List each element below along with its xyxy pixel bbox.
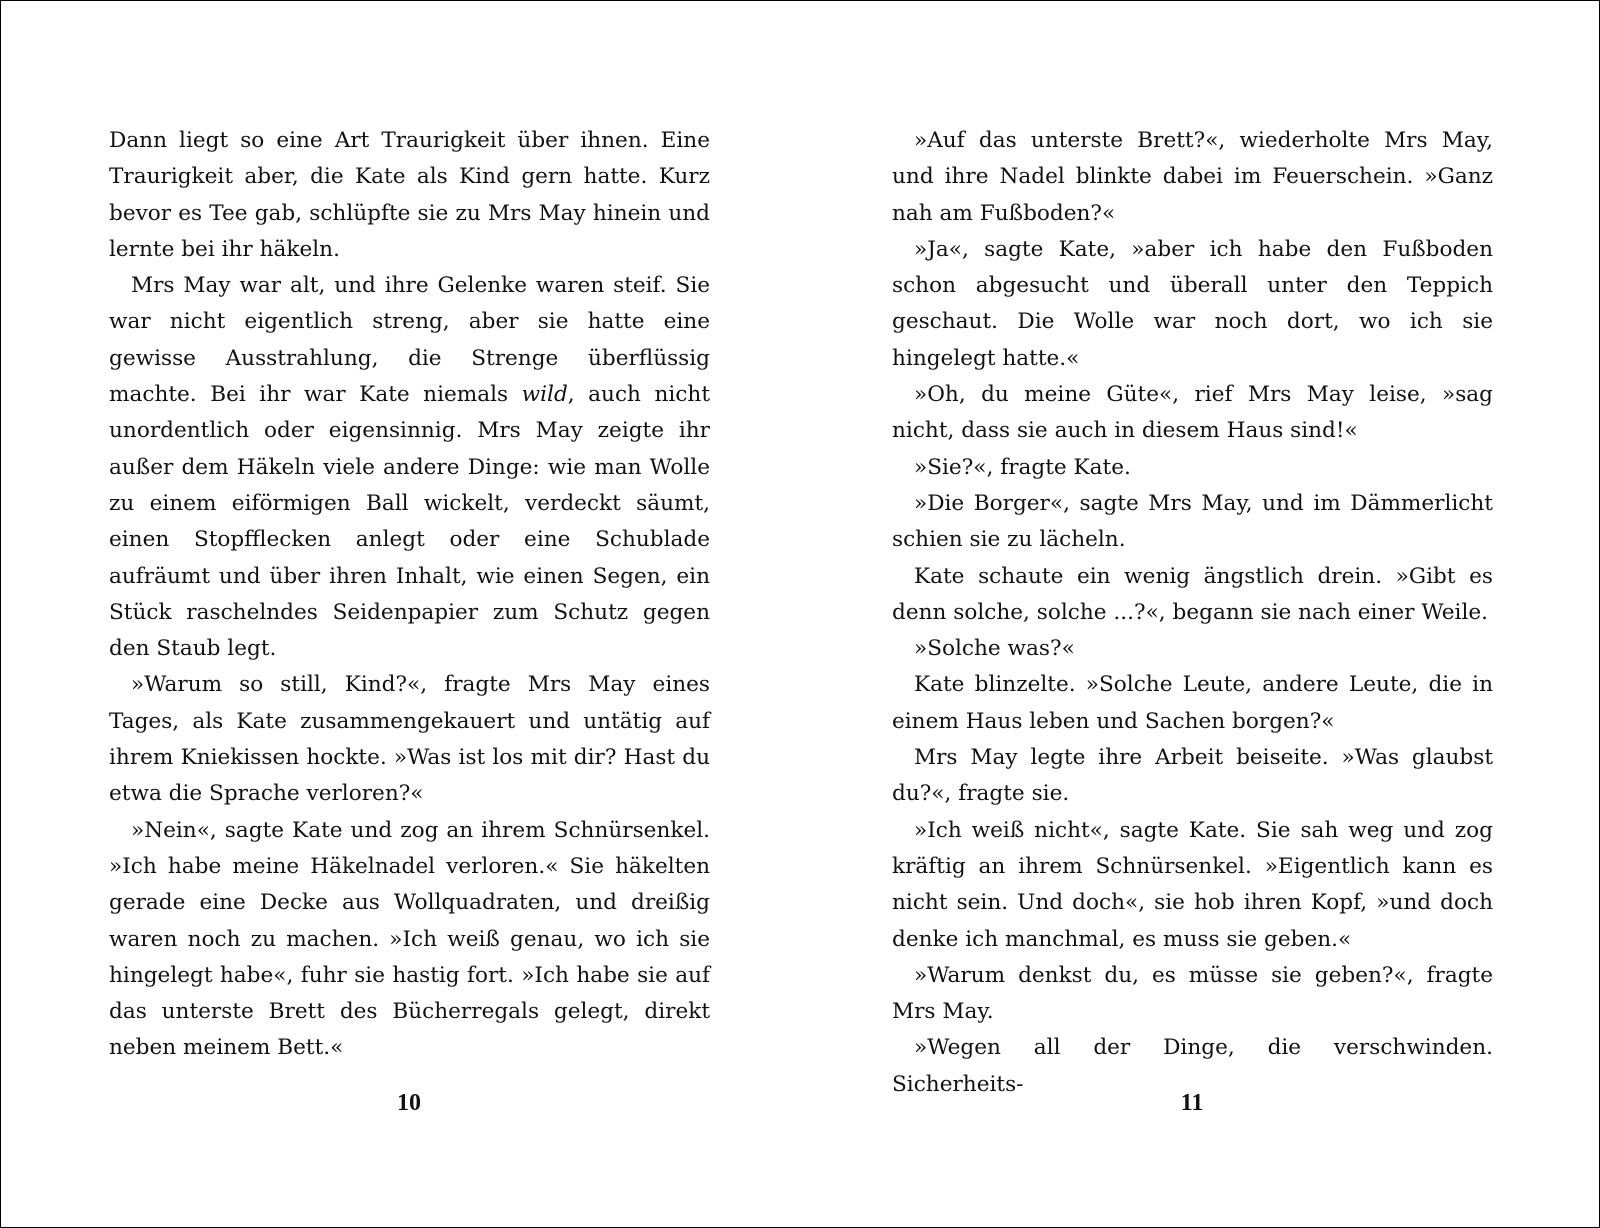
paragraph: Kate blinzelte. »Solche Leute, andere Leute, die in einem Haus leben und Sachen borgen?« [892,672,1493,734]
paragraph: »Nein«, sagte Kate und zog an ihrem Schnürsenkel. »Ich habe meine Häkelnadel verloren.« Sie häkelten gerade eine Decke aus Wollquadraten, und dreißig waren noch zu machen. »Ich weiß genau, wo ich sie hingelegt habe«, fuhr sie hastig fort. »Ich habe sie auf das unterste Brett des Bücherregals gelegt, direkt neben meinem Bett.« [109,817,710,1061]
paragraph-text: , auch nicht unordentlich oder eigensinnig. Mrs May zeigte ihr außer dem Häkeln viele andere Dinge: wie man Wolle zu einem eiförmigen Ball wickelt, verdeckt säumt, einen Stopfflecken anlegt oder eine Schublade aufräumt und über ihren Inhalt, wie einen Segen, ein Stück raschelndes Seidenpapier zum Schutz gegen den Staub legt. [109,382,710,662]
paragraph: »Ja«, sagte Kate, »aber ich habe den Fußboden schon abgesucht und überall unter den Teppich geschaut. Die Wolle war noch dort, wo ich sie hingelegt hatte.« [892,236,1493,371]
paragraph [109,268,710,667]
right-page-text [892,123,1493,1103]
left-page-text [109,123,710,1067]
page-number: 10 [397,1090,421,1116]
paragraph: »Die Borger«, sagte Mrs May, und im Dämmerlicht schien sie zu lächeln. [892,490,1493,553]
paragraph: Kate schaute ein wenig ängstlich drein. »Gibt es denn solche, solche ...?«, begann sie nach einer Weile. [892,563,1493,625]
paragraph: Dann liegt so eine Art Traurigkeit über ihnen. Eine Traurigkeit aber, die Kate als Kind gern hatte. Kurz bevor es Tee gab, schlüpfte sie zu Mrs May hinein und lernte bei ihr häkeln. [109,128,710,262]
paragraph-text: Mrs May war alt, und ihre Gelenke waren steif. Sie war nicht eigentlich streng, aber sie hatte eine gewisse Ausstrahlung, die Strenge überflüssig machte. Bei ihr war Kate niemals [109,273,710,408]
paragraph: »Oh, du meine Güte«, rief Mrs May leise, »sag nicht, dass sie auch in diesem Haus sind!« [892,382,1493,444]
paragraph: »Ich weiß nicht«, sagte Kate. Sie sah weg und zog kräftig an ihrem Schnürsenkel. »Eigentlich kann es nicht sein. Und doch«, sie hob ihren Kopf, »und doch denke ich manchmal, es muss sie geben.« [892,817,1493,952]
paragraph: »Warum denkst du, es müsse sie geben?«, fragte Mrs May. [892,962,1493,1025]
left-page [1,1,800,1227]
emphasis-text: wild [521,382,568,408]
paragraph: Mrs May legte ihre Arbeit beiseite. »Was glaubst du?«, fragte sie. [892,745,1493,807]
paragraph: »Sie?«, fragte Kate. [914,454,1131,480]
right-page [800,1,1599,1227]
paragraph: »Wegen all der Dinge, die verschwinden. Sicherheits- [892,1035,1493,1097]
paragraph: »Auf das unterste Brett?«, wiederholte Mrs May, und ihre Nadel blinkte dabei im Feuerschein. »Ganz nah am Fußboden?« [892,128,1493,226]
paragraph: »Solche was?« [914,636,1075,662]
paragraph: »Warum so still, Kind?«, fragte Mrs May eines Tages, als Kate zusammengekauert und untätig auf ihrem Kniekissen hockte. »Was ist los mit dir? Hast du etwa die Sprache verloren?« [109,672,710,807]
page-number: 11 [1180,1090,1204,1116]
